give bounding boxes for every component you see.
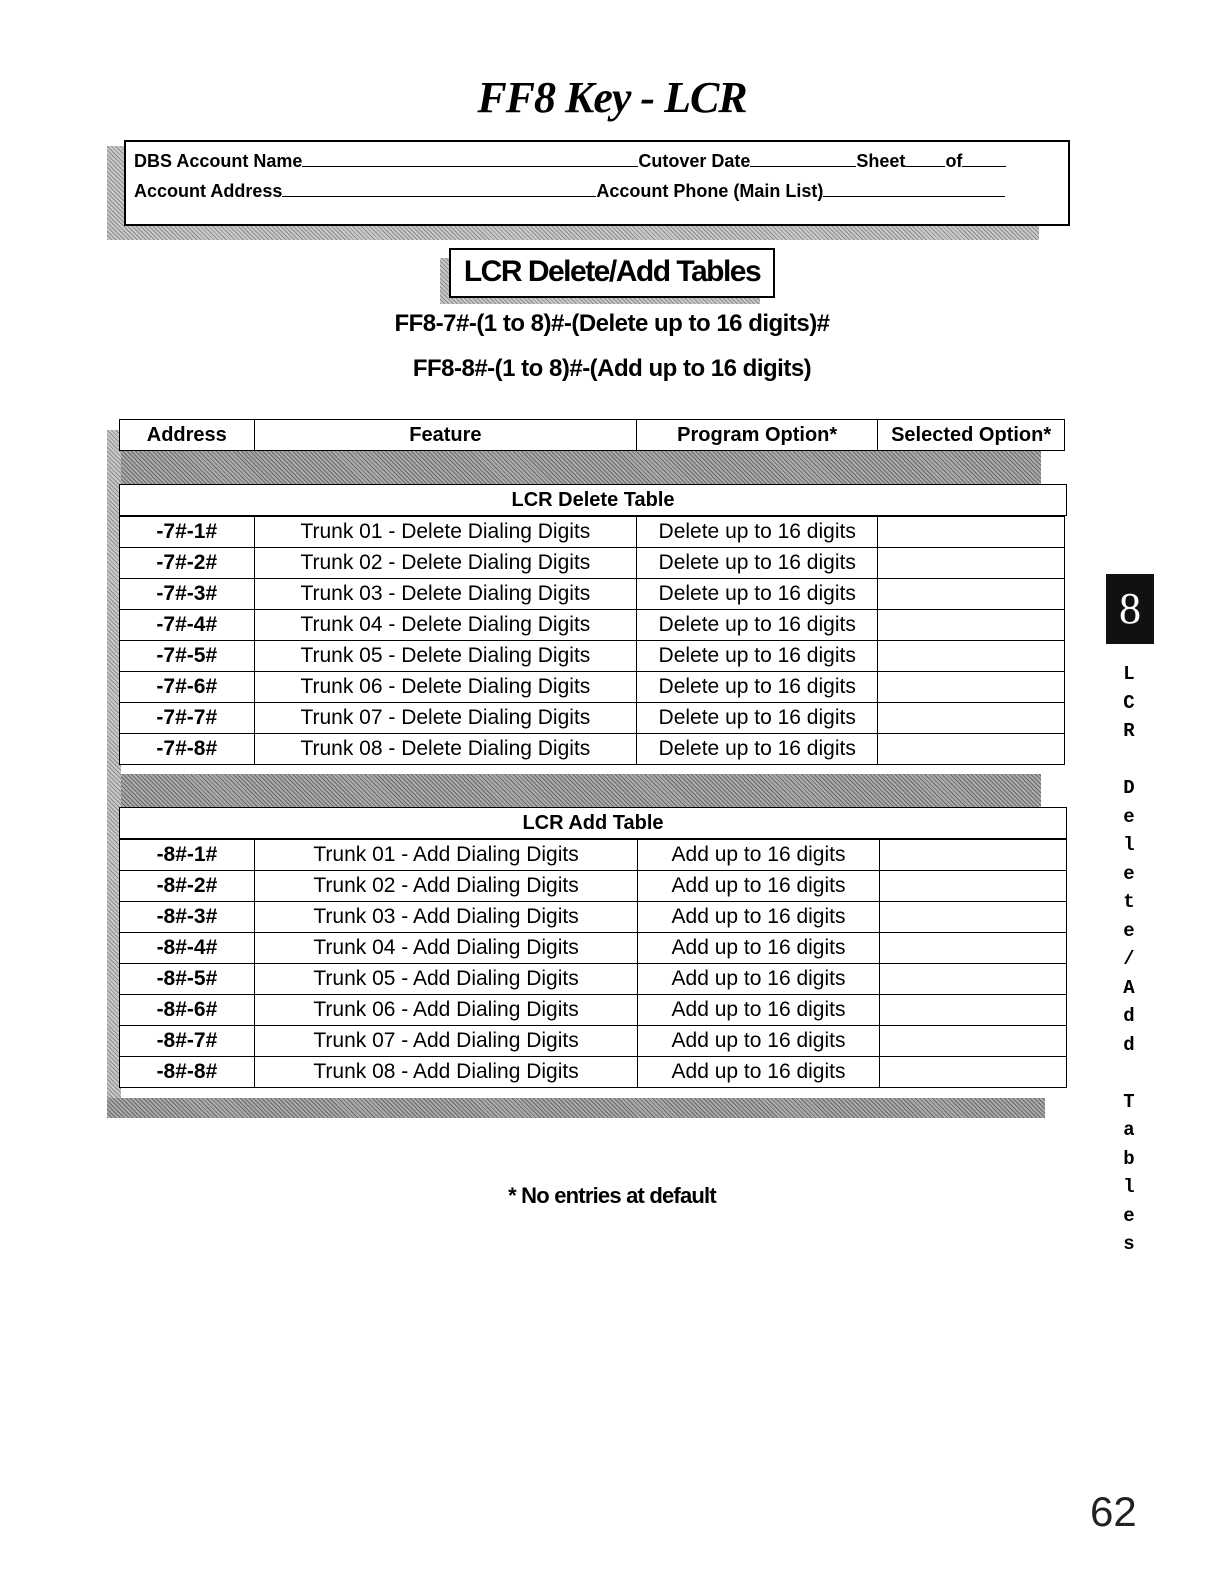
program-option-cell: Delete up to 16 digits: [637, 610, 878, 641]
account-header-line-1: [134, 150, 1006, 172]
chapter-tab-letter: d: [1123, 1005, 1135, 1027]
address-cell: -7#-3#: [120, 579, 255, 610]
table-row: [120, 579, 1065, 610]
add-code-line: FF8-8#-(1 to 8)#-(Add up to 16 digits): [412, 355, 812, 382]
address-cell: -7#-1#: [120, 517, 255, 548]
feature-cell: Trunk 03 - Delete Dialing Digits: [254, 579, 637, 610]
chapter-tab-letter: [1112, 1059, 1146, 1088]
address-cell: -8#-7#: [120, 1026, 255, 1057]
page-number: 62: [1090, 1488, 1137, 1535]
add-table-title: LCR Add Table: [119, 807, 1067, 839]
address-cell: -7#-4#: [120, 610, 255, 641]
selected-option-cell[interactable]: [878, 517, 1065, 548]
program-option-cell: Delete up to 16 digits: [637, 641, 878, 672]
program-option-cell: Add up to 16 digits: [638, 871, 880, 902]
account-phone-label: Account Phone (Main List): [596, 181, 824, 201]
cutover-date-label: Cutover Date: [638, 151, 751, 171]
feature-cell: Trunk 05 - Delete Dialing Digits: [254, 641, 637, 672]
column-header-table: [119, 419, 1065, 451]
column-header-row: [120, 420, 1065, 451]
feature-cell: Trunk 07 - Delete Dialing Digits: [254, 703, 637, 734]
chapter-tab-letter: T: [1123, 1090, 1135, 1113]
add-table: [119, 839, 1067, 1088]
chapter-tab-letter: l: [1123, 834, 1135, 856]
table-row: [120, 902, 1067, 933]
selected-option-cell[interactable]: [878, 734, 1065, 765]
selected-option-cell[interactable]: [878, 641, 1065, 672]
account-header-line-2: [134, 180, 1005, 202]
program-option-cell: Delete up to 16 digits: [637, 672, 878, 703]
cutover-date-field[interactable]: [750, 150, 856, 167]
account-name-label: DBS Account Name: [134, 151, 303, 171]
program-option-cell: Delete up to 16 digits: [637, 548, 878, 579]
selected-option-cell[interactable]: [879, 871, 1066, 902]
delete-code-line: FF8-7#-(1 to 8)#-(Delete up to 16 digits)#: [394, 310, 830, 337]
chapter-tab-letter: /: [1123, 948, 1135, 970]
feature-cell: Trunk 04 - Add Dialing Digits: [254, 933, 637, 964]
program-option-cell: Add up to 16 digits: [638, 902, 880, 933]
account-phone-field[interactable]: [823, 180, 1005, 197]
sheet-label: Sheet: [856, 151, 906, 171]
chapter-tab-letter: e: [1123, 805, 1135, 828]
account-name-field[interactable]: [302, 150, 638, 167]
table-row: [120, 1026, 1067, 1057]
program-option-cell: Add up to 16 digits: [638, 933, 880, 964]
chapter-tab-letter: e: [1123, 1204, 1135, 1227]
chapter-tab-letter: t: [1123, 891, 1135, 913]
chapter-tab-letter: l: [1123, 1176, 1135, 1198]
program-option-cell: Add up to 16 digits: [638, 1026, 880, 1057]
feature-cell: Trunk 04 - Delete Dialing Digits: [254, 610, 637, 641]
program-option-cell: Delete up to 16 digits: [637, 517, 878, 548]
bottom-shade-band: [107, 1098, 1045, 1118]
footnote: * No entries at default: [508, 1183, 716, 1208]
account-address-field[interactable]: [282, 180, 596, 197]
table-row: [120, 871, 1067, 902]
chapter-tab-letter: L: [1123, 663, 1135, 685]
selected-option-cell[interactable]: [879, 1026, 1066, 1057]
of-label: of: [945, 151, 963, 171]
program-option-cell: Add up to 16 digits: [638, 1057, 880, 1088]
column-header-feature: Feature: [254, 420, 637, 451]
table-row: [120, 703, 1065, 734]
selected-option-cell[interactable]: [878, 579, 1065, 610]
table-row: [120, 964, 1067, 995]
table-row: [120, 1057, 1067, 1088]
chapter-tab-letter: b: [1123, 1147, 1135, 1170]
column-header-address: Address: [120, 420, 255, 451]
selected-option-cell[interactable]: [879, 933, 1066, 964]
address-cell: -8#-4#: [120, 933, 255, 964]
chapter-tab-letter: R: [1123, 720, 1135, 742]
selected-option-cell[interactable]: [879, 964, 1066, 995]
feature-cell: Trunk 06 - Delete Dialing Digits: [254, 672, 637, 703]
program-option-cell: Delete up to 16 digits: [637, 579, 878, 610]
selected-option-cell[interactable]: [878, 703, 1065, 734]
of-field[interactable]: [962, 150, 1006, 167]
chapter-tab-number: 8: [1106, 574, 1154, 644]
address-cell: -8#-6#: [120, 995, 255, 1026]
address-cell: -8#-1#: [120, 840, 255, 871]
chapter-tab-letter: e: [1123, 862, 1135, 885]
feature-cell: Trunk 06 - Add Dialing Digits: [254, 995, 637, 1026]
selected-option-cell[interactable]: [879, 902, 1066, 933]
feature-cell: Trunk 02 - Delete Dialing Digits: [254, 548, 637, 579]
address-cell: -7#-5#: [120, 641, 255, 672]
chapter-tab-letter: s: [1123, 1233, 1135, 1255]
program-option-cell: Add up to 16 digits: [638, 964, 880, 995]
selected-option-cell[interactable]: [879, 995, 1066, 1026]
selected-option-cell[interactable]: [878, 672, 1065, 703]
delete-table: [119, 516, 1065, 765]
feature-cell: Trunk 05 - Add Dialing Digits: [254, 964, 637, 995]
selected-option-cell[interactable]: [879, 840, 1066, 871]
chapter-tab-letter: A: [1123, 976, 1135, 999]
feature-cell: Trunk 07 - Add Dialing Digits: [254, 1026, 637, 1057]
feature-cell: Trunk 03 - Add Dialing Digits: [254, 902, 637, 933]
middle-shade-band: [121, 774, 1041, 807]
feature-cell: Trunk 01 - Delete Dialing Digits: [254, 517, 637, 548]
chapter-tab-letter: C: [1123, 691, 1135, 714]
sheet-field[interactable]: [905, 150, 945, 167]
chapter-tab-letter: a: [1123, 1119, 1135, 1141]
section-subtitle: LCR Delete/Add Tables: [449, 248, 775, 298]
account-address-label: Account Address: [134, 181, 283, 201]
address-cell: -7#-7#: [120, 703, 255, 734]
address-cell: -8#-3#: [120, 902, 255, 933]
feature-cell: Trunk 08 - Add Dialing Digits: [254, 1057, 637, 1088]
selected-option-cell[interactable]: [878, 548, 1065, 579]
table-row: [120, 933, 1067, 964]
column-header-selected-option: Selected Option*: [878, 420, 1065, 451]
address-cell: -8#-2#: [120, 871, 255, 902]
address-cell: -7#-6#: [120, 672, 255, 703]
address-cell: -8#-5#: [120, 964, 255, 995]
table-row: [120, 610, 1065, 641]
address-cell: -8#-8#: [120, 1057, 255, 1088]
selected-option-cell[interactable]: [879, 1057, 1066, 1088]
program-option-cell: Delete up to 16 digits: [637, 703, 878, 734]
column-header-program-option: Program Option*: [637, 420, 878, 451]
table-row: [120, 734, 1065, 765]
table-row: [120, 548, 1065, 579]
table-row: [120, 995, 1067, 1026]
chapter-tab-letter: [1112, 746, 1146, 775]
program-option-cell: Add up to 16 digits: [638, 995, 880, 1026]
chapter-tab-letter: D: [1123, 777, 1135, 799]
account-header-box: [124, 140, 1070, 226]
table-row: [120, 672, 1065, 703]
selected-option-cell[interactable]: [878, 610, 1065, 641]
address-cell: -7#-8#: [120, 734, 255, 765]
chapter-tab-letter: e: [1123, 919, 1135, 942]
delete-table-title: LCR Delete Table: [119, 484, 1067, 516]
feature-cell: Trunk 01 - Add Dialing Digits: [254, 840, 637, 871]
header-shade-band: [121, 451, 1041, 484]
chapter-tab-letter: d: [1123, 1033, 1135, 1056]
address-cell: -7#-2#: [120, 548, 255, 579]
table-row: [120, 840, 1067, 871]
program-option-cell: Add up to 16 digits: [638, 840, 880, 871]
table-row: [120, 641, 1065, 672]
table-row: [120, 517, 1065, 548]
feature-cell: Trunk 08 - Delete Dialing Digits: [254, 734, 637, 765]
program-option-cell: Delete up to 16 digits: [637, 734, 878, 765]
page-title: FF8 Key - LCR: [477, 73, 747, 122]
chapter-tab-vertical-label: [1112, 660, 1146, 1259]
feature-cell: Trunk 02 - Add Dialing Digits: [254, 871, 637, 902]
